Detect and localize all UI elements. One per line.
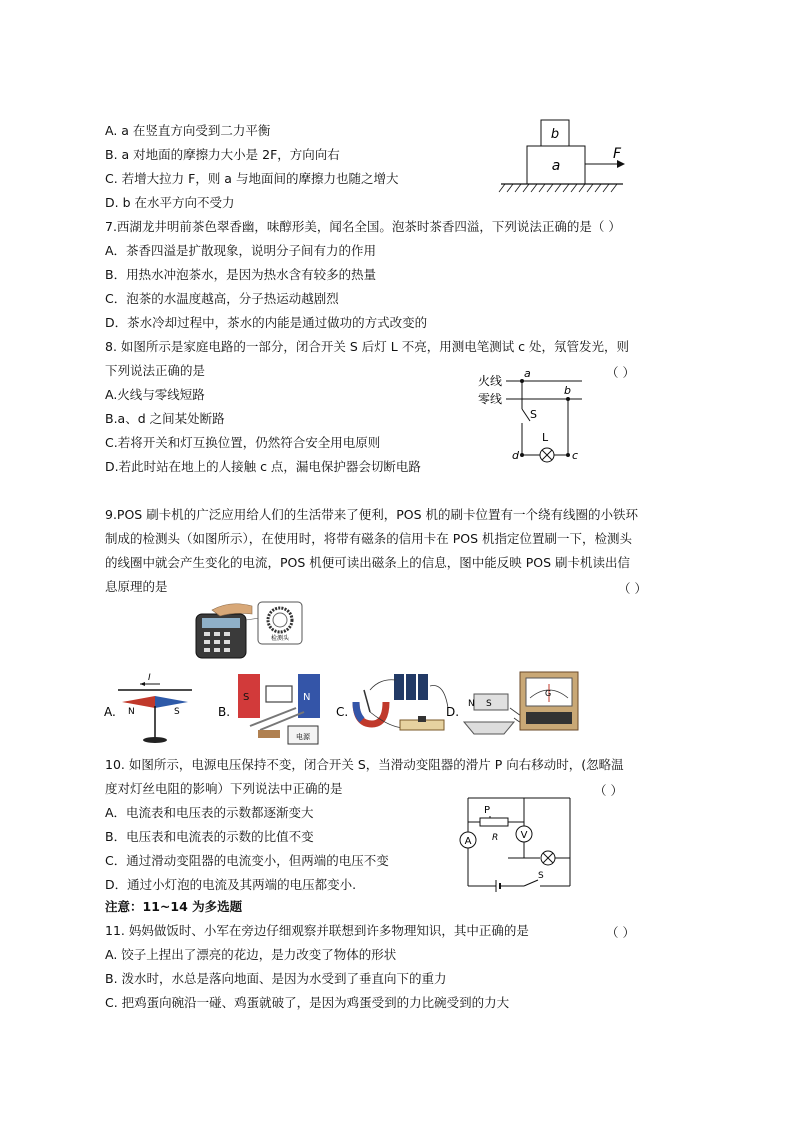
q11-option-b: B. 泼水时，水总是落向地面、是因为水受到了垂直向下的重力 (105, 971, 447, 986)
q11-option-a: A. 饺子上捏出了漂亮的花边，是力改变了物体的形状 (105, 947, 397, 962)
c-rheostat-slider (418, 716, 426, 722)
q9-line2: 制成的检测头（如图所示），在使用时，将带有磁条的信用卡在 POS 机指定位置刷一下，检测头 (105, 531, 633, 546)
lamp-label: L (542, 431, 549, 444)
q8-circuit-figure (470, 365, 585, 470)
q9-line1: 9.POS 刷卡机的广泛应用给人们的生活带来了便利，POS 机的刷卡位置有一个绕有线圈的小铁环 (105, 507, 638, 522)
live-wire-label: 火线 (478, 374, 503, 388)
q6-option-a: A. a 在竖直方向受到二力平衡 (105, 123, 271, 138)
q9-opt-b-label: B. (218, 705, 231, 719)
detector-core (273, 613, 287, 627)
multi-choice-note: 注意：11~14 为多选题 (105, 899, 243, 914)
switch-s-label: S (538, 871, 544, 881)
d-stand (464, 722, 514, 734)
pos-machine-figure (190, 600, 305, 662)
q10-stem-line1: 10. 如图所示，电源电压保持不变，闭合开关 S，当滑动变阻器的滑片 P 向右移动时，(忽略温 (105, 757, 624, 772)
q6-option-b: B. a 对地面的摩擦力大小是 2F，方向向右 (105, 147, 340, 162)
b-power-label: 电源 (296, 733, 310, 741)
q9-opt-a-label: A. (104, 705, 116, 719)
q10-option-d: D．通过小灯泡的电流及其两端的电压都变小. (105, 877, 357, 892)
a-s-label: S (174, 707, 180, 717)
q8-stem-line2: 下列说法正确的是 (105, 363, 206, 378)
neutral-wire-label: 零线 (478, 392, 503, 406)
b-n-label: N (303, 692, 311, 703)
q10-stem-line2: 度对灯丝电阻的影响）下列说法中正确的是 (105, 781, 343, 796)
c-battery-pack (394, 674, 428, 700)
q10-option-a: A．电流表和电压表的示数都逐渐变大 (105, 805, 314, 820)
node-b-label: b (564, 384, 571, 397)
pos-screen (202, 618, 240, 628)
q10-option-c: C．通过滑动变阻器的电流变小，但两端的电压不变 (105, 853, 389, 868)
q11-option-c: C. 把鸡蛋向碗沿一碰、鸡蛋就破了，是因为鸡蛋受到的力比碗受到的力大 (105, 995, 510, 1010)
d-s-label: S (486, 699, 492, 709)
a-needle-s (155, 696, 188, 708)
q10-option-b: B．电压表和电流表的示数的比值不变 (105, 829, 314, 844)
d-terminals (526, 712, 572, 724)
detector-label: 检测头 (270, 635, 290, 642)
q8-option-b: B.a、d 之间某处断路 (105, 411, 225, 426)
switch-blade (524, 880, 538, 886)
block-a-label: a (551, 158, 561, 174)
q9-options-figure (100, 668, 600, 746)
block-b-label: b (550, 127, 560, 142)
switch-s (522, 409, 530, 421)
a-current-label: I (148, 673, 151, 683)
q9-opt-d-label: D. (446, 705, 460, 719)
slider-p-label: P (484, 805, 491, 816)
q8-option-d: D.若此时站在地上的人接触 c 点，漏电保护器会切断电路 (105, 459, 421, 474)
q7-option-b: B．用热水冲泡茶水，是因为热水含有较多的热量 (105, 267, 377, 282)
pos-keypad (204, 632, 230, 652)
q8-answer-paren: （ ） (606, 365, 635, 380)
q9-line3: 的线圈中就会产生变化的电流，POS 机便可读出磁条上的信息，图中能反映 POS 刷卡机读出信 (105, 555, 631, 570)
q8-option-a: A.火线与零线短路 (105, 387, 205, 402)
q6-option-d: D. b 在水平方向不受力 (105, 195, 235, 210)
q10-answer-paren: （ ） (594, 783, 623, 798)
b-switch-base (258, 730, 280, 738)
q9-opt-c-label: C. (336, 705, 349, 719)
q7-option-a: A．茶香四溢是扩散现象，说明分子间有力的作用 (105, 243, 377, 258)
q11-stem: 11. 妈妈做饭时、小军在旁边仔细观察并联想到许多物理知识，其中正确的是 (105, 923, 529, 938)
q11-answer-paren: （ ） (606, 925, 635, 940)
q6-blocks-figure (495, 116, 630, 196)
ammeter-label: A (464, 836, 472, 847)
switch-label: S (530, 408, 537, 421)
q8-option-c: C.若将开关和灯互换位置，仍然符合安全用电原则 (105, 435, 381, 450)
q6-option-c: C. 若增大拉力 F，则 a 与地面间的摩擦力也随之增大 (105, 171, 399, 186)
c-horseshoe-blue (356, 702, 362, 720)
force-label: F (613, 146, 622, 162)
q7-option-c: C．泡茶的水温度越高，分子热运动越剧烈 (105, 291, 339, 306)
ground-hatching (499, 184, 617, 192)
voltmeter-label: V (520, 830, 528, 841)
q7-stem: 7.西湖龙井明前茶色翠香幽，味醇形美，闻名全国。泡茶时茶香四溢，下列说法正确的是（ ） (105, 219, 621, 234)
a-needle-n (122, 696, 155, 708)
q7-option-d: D．茶水冷却过程中，茶水的内能是通过做功的方式改变的 (105, 315, 428, 330)
q9-answer-paren: （ ） (618, 581, 647, 596)
b-coil (266, 686, 292, 702)
c-rod (364, 690, 370, 712)
rheostat-r-label: R (492, 833, 499, 843)
node-a-label: a (524, 367, 531, 380)
node-d-label: d (512, 449, 519, 462)
q10-circuit-figure (458, 792, 578, 894)
a-n-label: N (128, 707, 135, 717)
a-base (143, 737, 167, 743)
node-c-label: c (572, 449, 579, 462)
d-g-label: G (545, 689, 552, 698)
q8-stem-line1: 8. 如图所示是家庭电路的一部分，闭合开关 S 后灯 L 不亮，用测电笔测试 c 处，氖管发光，则 (105, 339, 630, 354)
rheostat-r (480, 818, 508, 826)
b-s-label: S (243, 692, 250, 703)
a-current-arrowhead (140, 682, 145, 686)
q9-line4: 息原理的是 (105, 579, 168, 594)
d-n-label: N (468, 699, 475, 709)
